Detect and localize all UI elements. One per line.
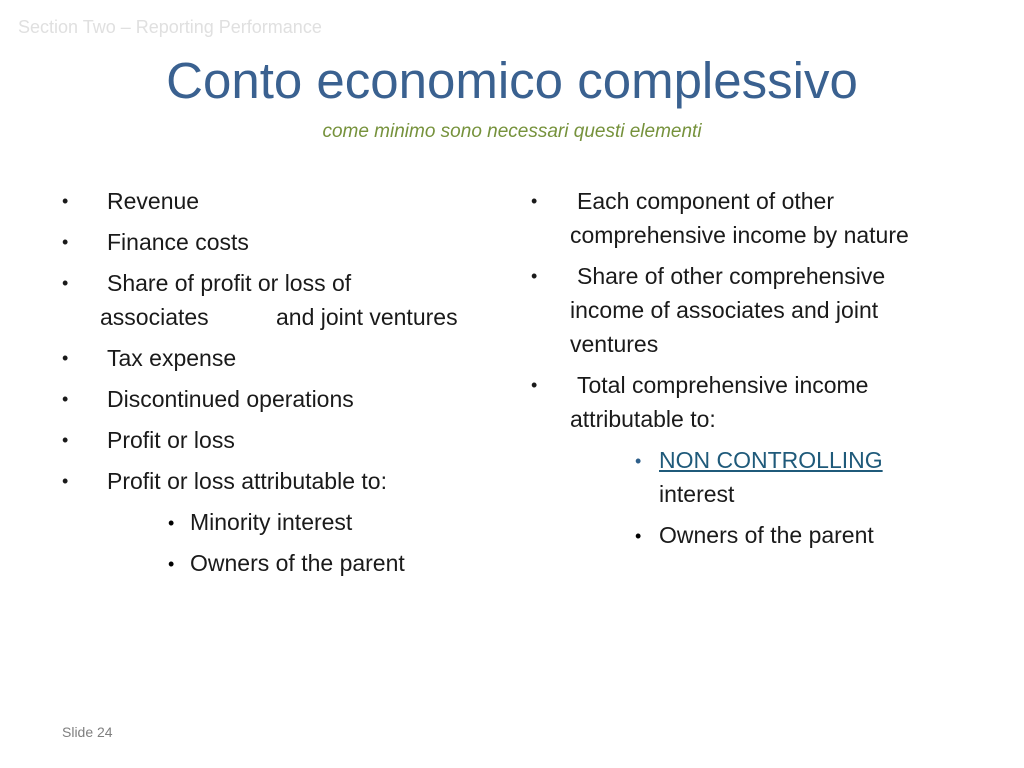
section-header: Section Two – Reporting Performance — [18, 17, 322, 37]
left-item-revenue: Revenue — [107, 188, 200, 214]
right-item-share-oci-line2: income of associates and joint — [570, 297, 879, 323]
left-item-profit-attributable: Profit or loss attributable to: — [107, 468, 387, 494]
sub-bullet-glyph: • — [168, 513, 175, 533]
bullet-glyph: • — [531, 191, 538, 211]
left-item-share-continuation-a: associates — [100, 304, 209, 330]
left-item-share-of-profit: Share of profit or loss of — [107, 270, 352, 296]
right-item-share-oci-line1: Share of other comprehensive — [577, 263, 886, 289]
sub-bullet-glyph: • — [635, 526, 642, 546]
bullet-glyph: • — [531, 375, 538, 395]
left-sub-item-owners-parent: Owners of the parent — [190, 550, 405, 576]
left-item-profit-or-loss: Profit or loss — [107, 427, 235, 453]
slide-number: Slide 24 — [62, 724, 113, 740]
bullet-glyph: • — [62, 191, 69, 211]
bullet-glyph: • — [62, 471, 69, 491]
bullet-glyph: • — [62, 232, 69, 252]
bullet-glyph: • — [531, 266, 538, 286]
bullet-glyph: • — [62, 348, 69, 368]
right-item-share-oci-line3: ventures — [570, 331, 659, 357]
right-item-total-ci-line2: attributable to: — [570, 406, 716, 432]
bullet-glyph: • — [62, 389, 69, 409]
right-sub-item-interest: interest — [659, 481, 735, 507]
right-item-total-ci-line1: Total comprehensive income — [577, 372, 869, 398]
right-item-each-component-line2: comprehensive income by nature — [570, 222, 909, 248]
left-item-tax-expense: Tax expense — [107, 345, 237, 371]
left-item-discontinued-operations: Discontinued operations — [107, 386, 354, 412]
left-item-finance-costs: Finance costs — [107, 229, 249, 255]
sub-bullet-glyph: • — [168, 554, 175, 574]
slide-subtitle: come minimo sono necessari questi elementi — [322, 121, 702, 142]
left-item-share-continuation-b: and joint ventures — [276, 304, 458, 330]
bullet-glyph: • — [62, 430, 69, 450]
bullet-glyph: • — [62, 273, 69, 293]
right-sub-item-owners-parent: Owners of the parent — [659, 522, 874, 548]
left-sub-item-minority-interest: Minority interest — [190, 509, 353, 535]
sub-bullet-glyph: • — [635, 451, 642, 471]
non-controlling-link[interactable]: NON CONTROLLING — [659, 447, 883, 473]
right-item-each-component-line1: Each component of other — [577, 188, 834, 214]
slide-title: Conto economico complessivo — [166, 52, 858, 109]
